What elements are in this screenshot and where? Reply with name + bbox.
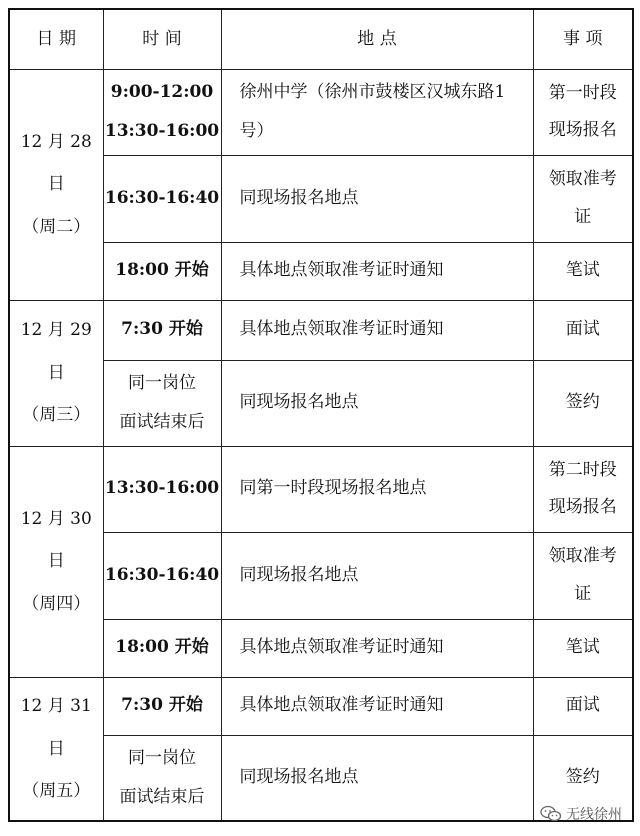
time-cell (103, 677, 221, 735)
time-line: 面试结束后 (119, 412, 205, 432)
place-cell: 同第一时段现场报名地点 (221, 446, 533, 532)
time-line: 16:30-16:40 (104, 187, 220, 208)
place-cell: 同现场报名地点 (221, 155, 533, 242)
header-place: 地 点 (221, 9, 533, 69)
item-cell: 笔试 (533, 242, 633, 300)
table-row (9, 242, 633, 300)
item-cell: 领取准考证 (533, 155, 633, 242)
time-line: 面试结束后 (119, 786, 205, 807)
date-cell (9, 677, 103, 821)
date-line: 12 月 31 (20, 696, 92, 716)
header-row (9, 9, 633, 69)
time-line: 同一岗位 (128, 372, 196, 393)
time-cell (103, 619, 221, 677)
place-cell: 具体地点领取准考证时通知 (221, 300, 533, 360)
header-time: 时 间 (103, 9, 221, 69)
time-cell (103, 735, 221, 821)
time-line: 13:30-16:00 (104, 121, 220, 141)
table-row (9, 360, 633, 446)
item-cell: 签约 (533, 735, 633, 821)
item-cell: 第一时段现场报名 (533, 69, 633, 155)
time-line: 16:30-16:40 (104, 564, 220, 585)
place-cell: 徐州中学（徐州市鼓楼区汉城东路1号） (221, 69, 533, 155)
schedule-body (9, 69, 633, 821)
table-row (9, 619, 633, 677)
table-row (9, 155, 633, 242)
place-cell: 具体地点领取准考证时通知 (221, 677, 533, 735)
table-row (9, 677, 633, 735)
time-cell (103, 155, 221, 242)
item-cell: 领取准考证 (533, 532, 633, 619)
date-line: 12 月 28 (20, 131, 92, 152)
time-cell (103, 242, 221, 300)
wechat-icon (540, 805, 562, 823)
date-cell (9, 300, 103, 446)
header-date: 日 期 (9, 9, 103, 69)
time-cell (103, 300, 221, 360)
place-cell: 具体地点领取准考证时通知 (221, 619, 533, 677)
date-line: 日 (47, 362, 65, 383)
date-cell (9, 69, 103, 300)
table-row (9, 300, 633, 360)
date-line: 日 (47, 174, 65, 195)
time-line: 18:00 开始 (115, 260, 209, 281)
date-line: 日 (47, 738, 65, 759)
item-cell: 面试 (533, 300, 633, 360)
table-row (9, 532, 633, 619)
time-line: 18:00 开始 (115, 637, 209, 658)
watermark-text: 无线徐州 (566, 807, 622, 823)
table-row (9, 69, 633, 155)
date-line: 日 (47, 551, 65, 572)
date-line: 12 月 30 (20, 508, 92, 529)
date-line: （周四） (22, 593, 91, 614)
time-line: 9:00-12:00 (110, 81, 214, 102)
date-line: （周三） (22, 405, 91, 426)
header-item: 事 项 (533, 9, 633, 69)
date-line: （周五） (22, 781, 91, 801)
item-cell: 面试 (533, 677, 633, 735)
table-row (9, 446, 633, 532)
schedule-table (8, 8, 634, 822)
time-cell (103, 532, 221, 619)
place-cell: 具体地点领取准考证时通知 (221, 242, 533, 300)
time-cell (103, 69, 221, 155)
time-cell (103, 360, 221, 446)
time-line: 同一岗位 (128, 747, 196, 768)
item-cell: 签约 (533, 360, 633, 446)
date-cell (9, 446, 103, 677)
time-line: 7:30 开始 (121, 319, 203, 340)
date-line: （周二） (22, 216, 91, 237)
place-cell: 同现场报名地点 (221, 360, 533, 446)
date-line: 12 月 29 (20, 320, 92, 341)
item-cell: 第二时段现场报名 (533, 446, 633, 532)
time-cell (103, 446, 221, 532)
time-line: 7:30 开始 (121, 695, 203, 716)
place-cell: 同现场报名地点 (221, 735, 533, 821)
item-cell: 笔试 (533, 619, 633, 677)
place-cell: 同现场报名地点 (221, 532, 533, 619)
time-line: 13:30-16:00 (104, 478, 220, 499)
watermark (540, 804, 622, 824)
